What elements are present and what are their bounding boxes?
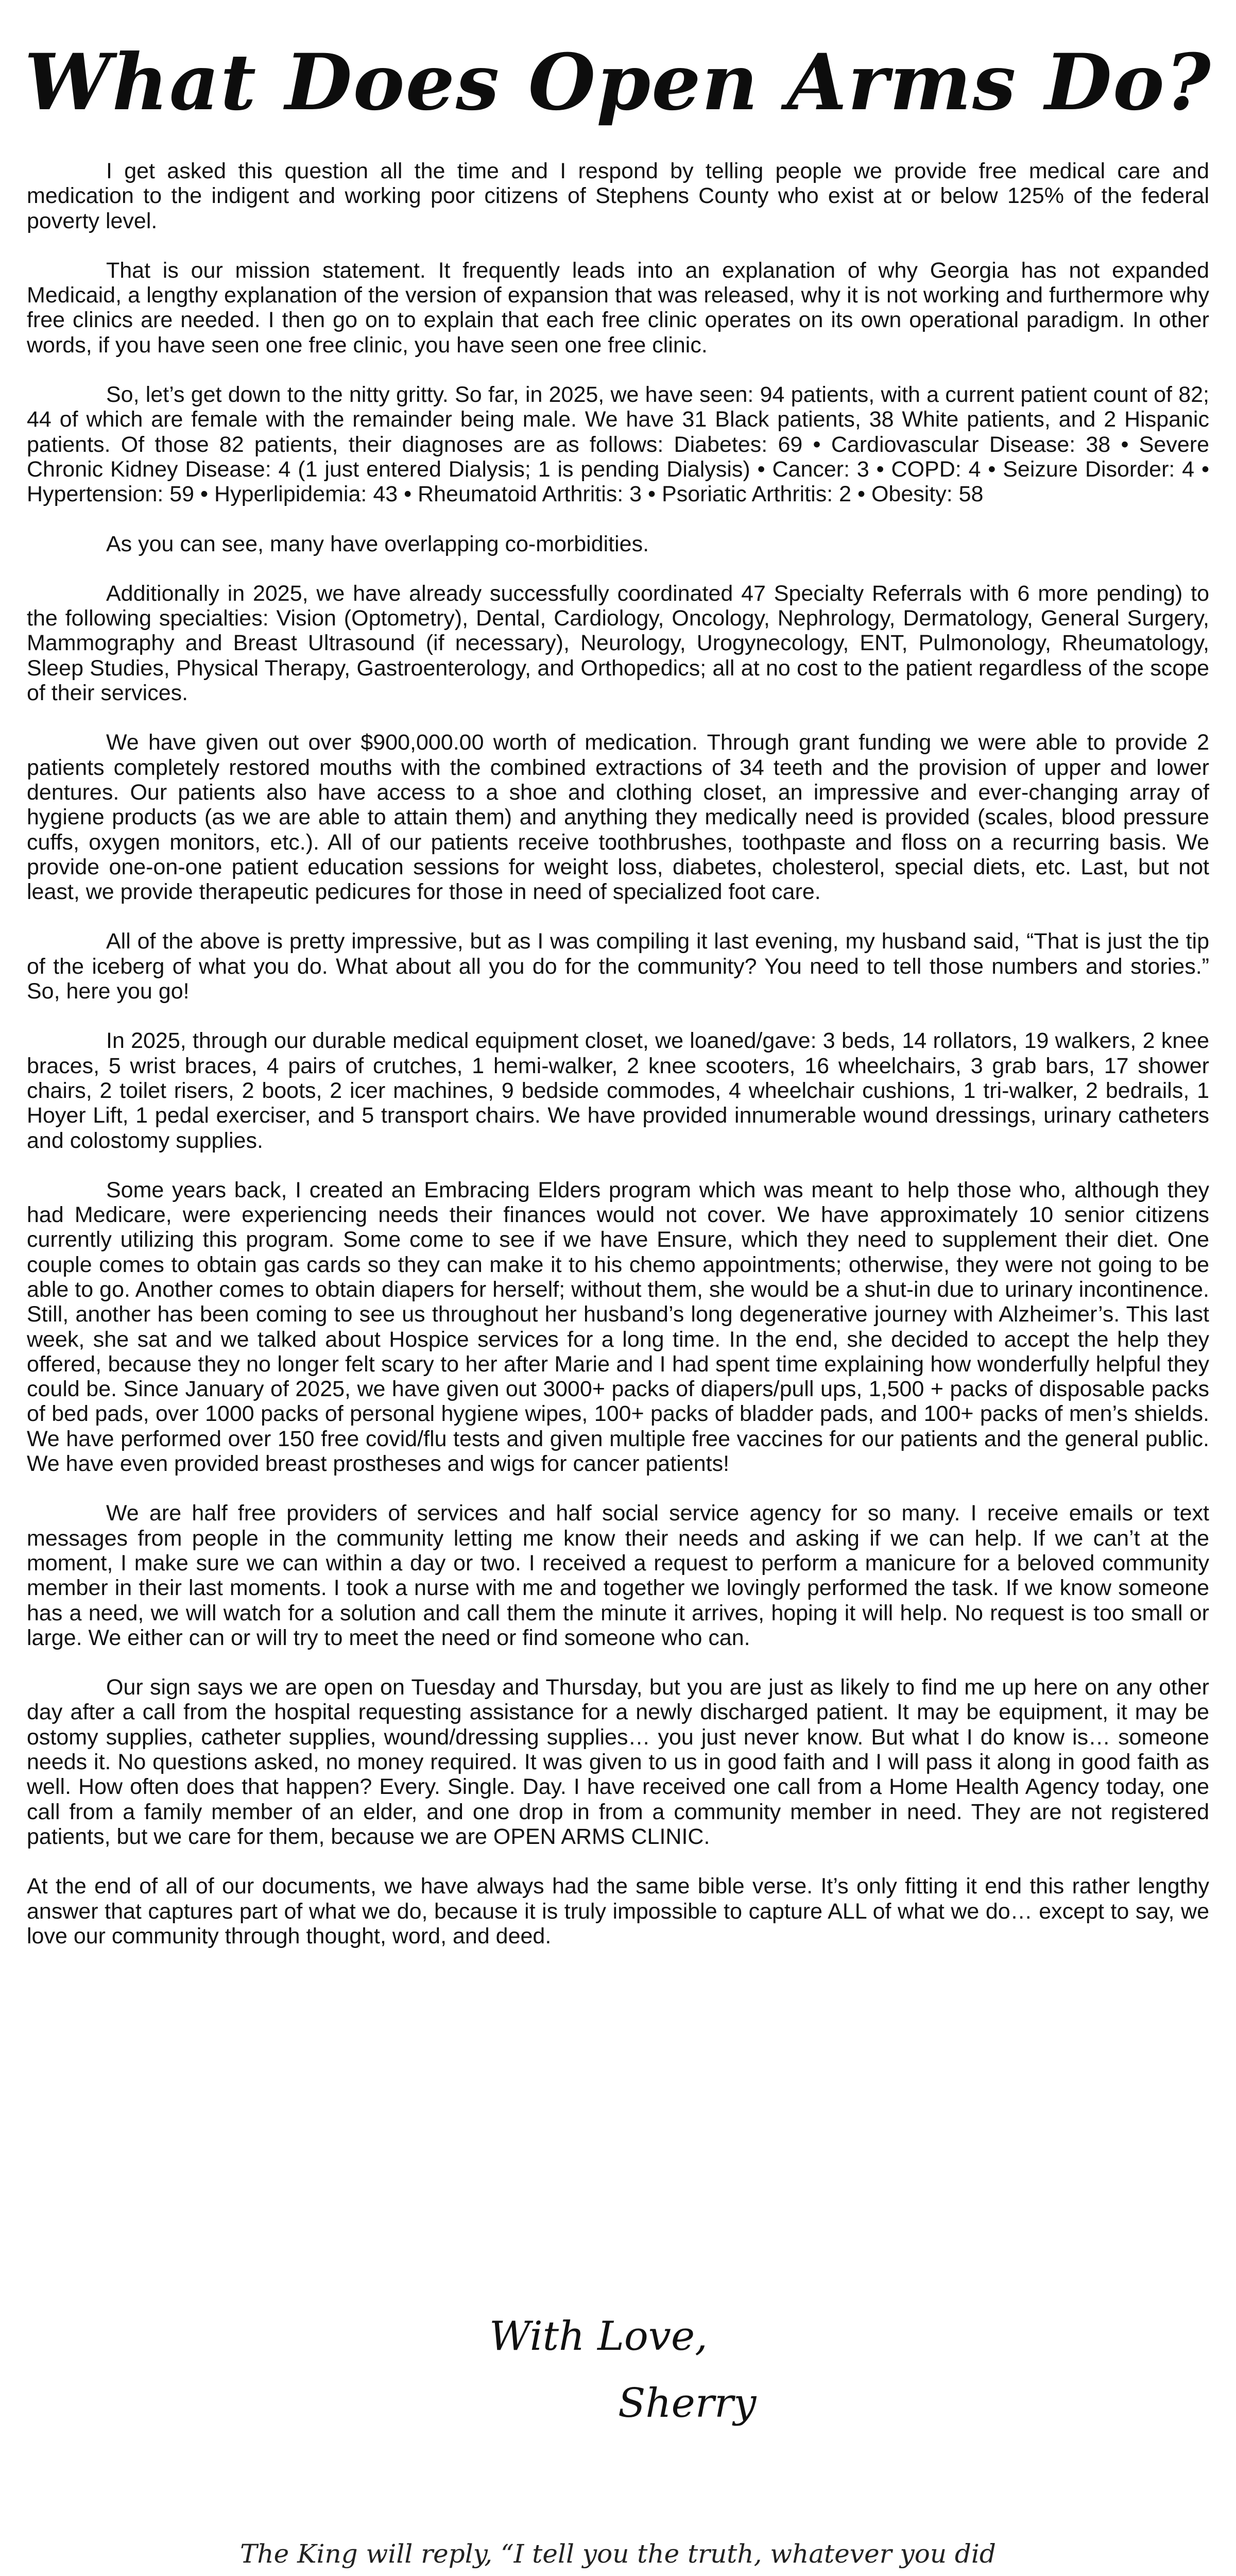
bible-verse xyxy=(0,2532,1236,2576)
paragraph-specialty-referrals: Additionally in 2025, we have already successfully coordinated 47 Specialty Referrals with 6 more pending) to the following specialties: Vision (Optometry), Dental, Cardiology, Oncology, Nephrology, Dermatology, General Surgery, Mammography and Breast Ultrasound (if necessary), Neurology, Urogynecology, ENT, Pulmonology, Rheumatology, Sleep Studies, Physical Therapy, Gastroenterology, and Orthopedics; all at no cost to the patient regardless of the scope of their services. xyxy=(27,581,1209,706)
paragraph-comorbidities: As you can see, many have overlapping co-morbidities. xyxy=(106,531,649,556)
closing-salutation: With Love, xyxy=(489,2313,708,2360)
paragraph-mission-intro: I get asked this question all the time and I respond by telling people we provide free medical care and medication to the indigent and working poor citizens of Stephens County who exist at or below 125% of the federal poverty level. xyxy=(27,159,1209,233)
paragraph-embracing-elders: Some years back, I created an Embracing Elders program which was meant to help those who, although they had Medicare, were experiencing needs their finances would not cover. We have approximately 10 senior citizens currently utilizing this program. Some come to see if we have Ensure, which they need to supplement their diet. One couple comes to obtain gas cards so they can make it to his chemo appointments; otherwise, they were not going to be able to go. Another comes to obtain diapers for herself; without them, she would be a shut-in due to urinary incontinence. Still, another has been coming to see us throughout her husband’s long degenerative journey with Alzheimer’s. This last week, she sat and we talked about Hospice services for a long time. In the end, she decided to accept the help they offered, because they no longer felt scary to her after Marie and I had spent time explaining how wonderfully helpful they could be. Since January of 2025, we have given out 3000+ packs of diapers/pull ups, 1,500 + packs of disposable packs of bed pads, over 1000 packs of personal hygiene wipes, 100+ packs of bladder pads, and 100+ packs of men’s shields. We have performed over 150 free covid/flu tests and given multiple free vaccines for our patients and the general public. We have even provided breast prostheses and wigs for cancer patients! xyxy=(27,1177,1209,1477)
paragraph-social-service: We are half free providers of services and half social service agency for so many. I receive emails or text messages from people in the community letting me know their needs and asking if we can help. If we can’t at the moment, I make sure we can within a day or two. I received a request to perform a manicure for a beloved community member in their last moments. I took a nurse with me and together we lovingly performed the task. If we know someone has a need, we will watch for a solution and call them the minute it arrives, hoping it will help. No request is too small or large. We either can or will try to meet the need or find someone who can. xyxy=(27,1501,1209,1650)
page-title: What Does Open Arms Do? xyxy=(24,37,1212,128)
paragraph-medication-services: We have given out over $900,000.00 worth of medication. Through grant funding we were able to provide 2 patients completely restored mouths with the combined extractions of 34 teeth and the provision of upper and lower dentures. Our patients also have access to a shoe and clothing closet, an impressive and ever-changing array of hygiene products (as we are able to attain them) and anything they medically need is provided (scales, blood pressure cuffs, oxygen monitors, etc.). All of our patients receive toothbrushes, toothpaste and floss on a recurring basis. We provide one-on-one patient education sessions for weight loss, diabetes, cholesterol, special diets, etc. Last, but not least, we provide therapeutic pedicures for those in need of specialized foot care. xyxy=(27,730,1209,905)
paragraph-patient-statistics: So, let’s get down to the nitty gritty. So far, in 2025, we have seen: 94 patients, with a current patient count of 82; 44 of which are female with the remainder being male. We have 31 Black patients, 38 White patients, and 2 Hispanic patients. Of those 82 patients, their diagnoses are as follows: Diabetes: 69 • Cardiovascular Disease: 38 • Severe Chronic Kidney Disease: 4 (1 just entered Dialysis; 1 is pending Dialysis) • Cancer: 3 • COPD: 4 • Seizure Disorder: 4 • Hypertension: 59 • Hyperlipidemia: 43 • Rheumatoid Arthritis: 3 • Psoriatic Arthritis: 2 • Obesity: 58 xyxy=(27,382,1209,507)
letter-body xyxy=(27,159,1209,1948)
paragraph-open-days: Our sign says we are open on Tuesday and Thursday, but you are just as likely to find me up here on any other day after a call from the hospital requesting assistance for a newly discharged patient. It may be equipment, it may be ostomy supplies, catheter supplies, wound/dressing supplies… you just never know. But what I do know is… someone needs it. No questions asked, no money required. It was given to us in good faith and I will pass it along in good faith as well. How often does that happen? Every. Single. Day. I have received one call from a Home Health Agency today, one call from a family member of an elder, and one drop in from a community member in need. They are not registered patients, but we care for them, because we are OPEN ARMS CLINIC. xyxy=(27,1675,1209,1849)
signature-name: Sherry xyxy=(618,2380,757,2427)
paragraph-equipment-closet: In 2025, through our durable medical equipment closet, we loaned/gave: 3 beds, 14 rollators, 19 walkers, 2 knee braces, 5 wrist braces, 4 pairs of crutches, 1 hemi-walker, 2 knee scooters, 16 wheelchairs, 3 grab bars, 17 shower chairs, 2 toilet risers, 2 boots, 2 icer machines, 9 bedside commodes, 4 wheelchair cushions, 1 tri-walker, 2 bedrails, 1 Hoyer Lift, 1 pedal exerciser, and 5 transport chairs. We have provided innumerable wound dressings, urinary catheters and colostomy supplies. xyxy=(27,1028,1209,1153)
paragraph-bible-verse-intro: At the end of all of our documents, we have always had the same bible verse. It’s only fitting it end this rather lengthy answer that captures part of what we do, because it is truly impossible to capture ALL of what we do… except to say, we love our community through thought, word, and deed. xyxy=(27,1874,1209,1948)
paragraph-mission-statement: That is our mission statement. It frequently leads into an explanation of why Georgia has not expanded Medicaid, a lengthy explanation of the version of expansion that was released, why it is not working and furthermore why free clinics are needed. I then go on to explain that each free clinic operates on its own operational paradigm. In other words, if you have seen one free clinic, you have seen one free clinic. xyxy=(27,258,1209,358)
verse-line: The King will reply, “I tell you the truth, whatever you did xyxy=(240,2539,996,2569)
paragraph-husband-quote: All of the above is pretty impressive, but as I was compiling it last evening, my husband said, “That is just the tip of the iceberg of what you do. What about all you do for the community? You need to tell those numbers and stories.” So, here you go! xyxy=(27,929,1209,1004)
